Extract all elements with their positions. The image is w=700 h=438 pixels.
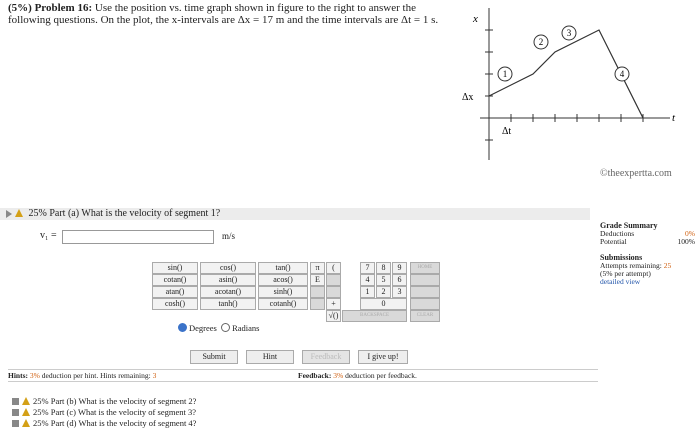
hints-bar — [8, 369, 298, 382]
calc-acotan[interactable]: acotan() — [200, 286, 256, 298]
answer-input[interactable] — [62, 230, 214, 244]
graph-x-axis-label: t — [672, 112, 676, 124]
calc-extra-4[interactable] — [410, 298, 440, 310]
calc-asin[interactable]: asin() — [200, 274, 256, 286]
answer-unit: m/s — [222, 231, 236, 241]
calc-tan[interactable]: tan() — [258, 262, 308, 274]
segment-label-3: 3 — [566, 28, 572, 38]
segment-label-4: 4 — [619, 69, 625, 79]
other-parts-list — [12, 396, 196, 429]
calc-blank-3[interactable] — [326, 286, 341, 298]
give-up-button[interactable]: I give up! — [358, 350, 408, 364]
calc-cos[interactable]: cos() — [200, 262, 256, 274]
calc-cotan[interactable]: cotan() — [152, 274, 198, 286]
calc-blank-2[interactable] — [310, 286, 325, 298]
potential-label: Potential — [600, 237, 627, 246]
segment-marker-1 — [498, 67, 512, 81]
calc-open-paren[interactable]: ( — [326, 262, 341, 274]
calc-blank-4[interactable] — [310, 298, 325, 310]
radians-label: Radians — [232, 323, 260, 333]
calc-blank-1[interactable] — [326, 274, 341, 286]
calc-2[interactable]: 2 — [376, 286, 391, 298]
part-d-question: What is the velocity of segment 4? — [78, 418, 197, 428]
part-b-row[interactable] — [12, 396, 196, 407]
hints-pct: 3% — [29, 371, 40, 380]
graph-y-axis-label: x — [473, 13, 478, 25]
segment-label-2: 2 — [538, 37, 544, 47]
square-icon — [12, 398, 19, 405]
segment-marker-3 — [562, 26, 576, 40]
deductions-value: 0% — [685, 229, 695, 238]
part-c-row[interactable] — [12, 407, 196, 418]
calc-6[interactable]: 6 — [392, 274, 407, 286]
calc-plus[interactable]: + — [326, 298, 341, 310]
calc-0[interactable]: 0 — [360, 298, 407, 310]
calc-5[interactable]: 5 — [376, 274, 391, 286]
warning-icon — [22, 397, 30, 405]
degrees-label: Degrees — [189, 323, 217, 333]
part-c-percent: 25% — [33, 407, 49, 417]
angle-mode-selector — [178, 323, 260, 333]
warning-icon — [22, 419, 30, 427]
deductions-label: Deductions — [600, 229, 635, 238]
calc-sqrt[interactable]: √() — [326, 310, 341, 322]
calc-3[interactable]: 3 — [392, 286, 407, 298]
submissions-title: Submissions — [600, 253, 643, 262]
hints-text: deduction per hint. Hints remaining: — [41, 371, 151, 380]
part-a-header — [0, 208, 590, 220]
feedback-button[interactable]: Feedback — [302, 350, 350, 364]
calc-sinh[interactable]: sinh() — [258, 286, 308, 298]
attempts-label: Attempts remaining: — [600, 261, 662, 270]
square-icon — [12, 409, 19, 416]
calc-4[interactable]: 4 — [360, 274, 375, 286]
calc-7[interactable]: 7 — [360, 262, 375, 274]
calc-cotanh[interactable]: cotanh() — [258, 298, 308, 310]
feedback-label: Feedback: — [298, 371, 332, 380]
part-b-question: What is the velocity of segment 2? — [78, 396, 197, 406]
detailed-view-link[interactable]: detailed view — [600, 277, 641, 286]
calc-clear[interactable]: CLEAR — [410, 310, 440, 322]
problem-points: (5%) — [8, 2, 32, 14]
part-a-question: What is the velocity of segment 1? — [81, 208, 221, 219]
part-c-label: Part (c) — [50, 407, 76, 417]
warning-icon — [15, 209, 23, 217]
feedback-text: deduction per feedback. — [345, 371, 417, 380]
part-a-percent: 25% — [28, 208, 47, 219]
calc-acos[interactable]: acos() — [258, 274, 308, 286]
calc-cosh[interactable]: cosh() — [152, 298, 198, 310]
calc-atan[interactable]: atan() — [152, 286, 198, 298]
attempts-value: 25 — [663, 261, 672, 270]
calc-tanh[interactable]: tanh() — [200, 298, 256, 310]
part-b-label: Part (b) — [50, 396, 77, 406]
calc-pi[interactable]: π — [310, 262, 325, 274]
problem-text: Use the position vs. time graph shown in figure to the right to answer the following questions. On the plot, the x-intervals are Δx = 17 m and the time intervals are Δt = 1 s. — [8, 2, 439, 26]
calc-home[interactable]: HOME — [410, 262, 440, 274]
calc-extra-3[interactable] — [410, 286, 440, 298]
grade-summary-title: Grade Summary — [600, 221, 658, 230]
calc-sin[interactable]: sin() — [152, 262, 198, 274]
square-icon — [12, 420, 19, 427]
radians-radio[interactable] — [221, 323, 230, 332]
part-c-question: What is the velocity of segment 3? — [77, 407, 196, 417]
part-d-row[interactable] — [12, 418, 196, 429]
warning-icon — [22, 408, 30, 416]
calc-e[interactable]: E — [310, 274, 325, 286]
position-time-graph — [440, 0, 695, 185]
calc-extra-2[interactable] — [410, 274, 440, 286]
segment-label-1: 1 — [502, 69, 508, 79]
graph-dt-label: Δt — [502, 126, 512, 137]
part-b-percent: 25% — [33, 396, 49, 406]
potential-value: 100% — [677, 237, 695, 246]
degrees-radio[interactable] — [178, 323, 187, 332]
expand-arrow-icon[interactable] — [6, 210, 12, 218]
hints-remaining: 3 — [152, 371, 157, 380]
part-d-label: Part (d) — [50, 418, 77, 428]
feedback-pct: 3% — [333, 371, 344, 380]
part-a-label: Part (a) — [49, 208, 80, 219]
hints-label: Hints: — [8, 371, 29, 380]
feedback-bar — [298, 369, 598, 382]
calc-1[interactable]: 1 — [360, 286, 375, 298]
part-d-percent: 25% — [33, 418, 49, 428]
segment-marker-4 — [615, 67, 629, 81]
calc-backspace[interactable]: BACKSPACE — [342, 310, 407, 322]
segment-marker-2 — [534, 35, 548, 49]
per-attempt: (5% per attempt) — [600, 269, 651, 278]
calc-8[interactable]: 8 — [376, 262, 391, 274]
hint-button[interactable]: Hint — [246, 350, 294, 364]
grade-summary — [600, 222, 695, 286]
graph-dx-label: Δx — [462, 92, 474, 103]
problem-number: Problem 16: — [34, 2, 93, 14]
calc-9[interactable]: 9 — [392, 262, 407, 274]
submit-button[interactable]: Submit — [190, 350, 238, 364]
answer-variable: v₁ = — [40, 230, 57, 241]
watermark: ©theexpertta.com — [600, 168, 672, 179]
problem-statement — [8, 2, 448, 26]
